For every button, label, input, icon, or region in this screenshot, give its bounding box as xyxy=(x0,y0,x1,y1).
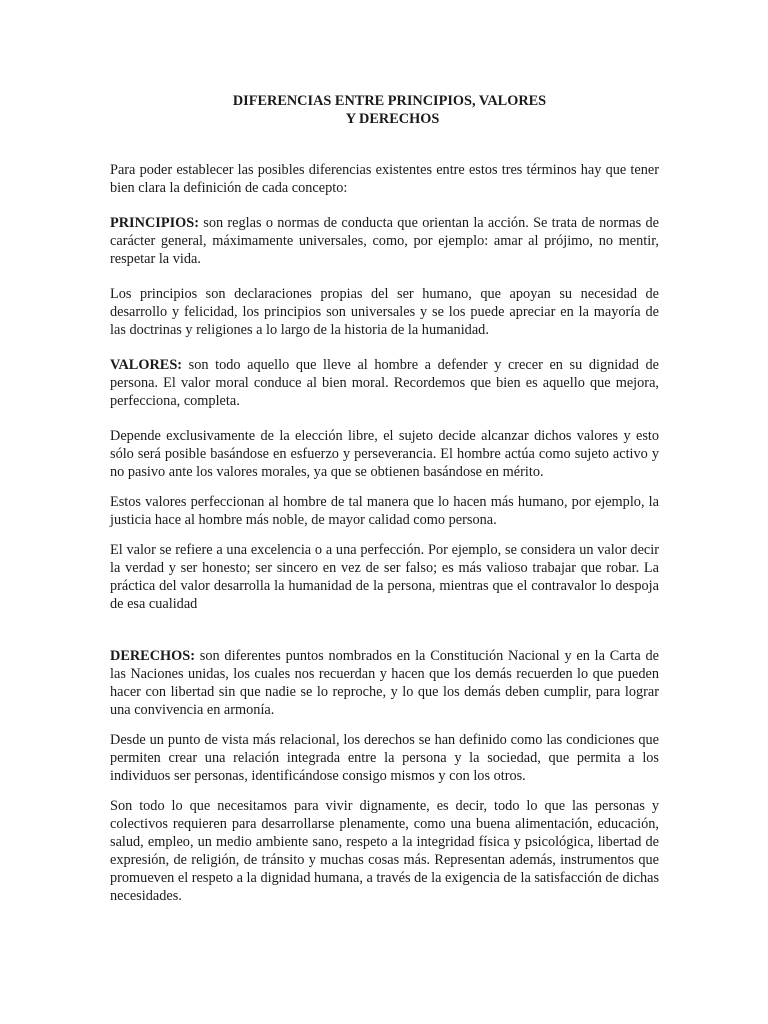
principios-paragraph-2: Los principios son declaraciones propias del ser humano, que apoyan su necesidad de desarrollo y felicidad, los principios son universales y se los puede apreciar en la mayoría de las doctrinas y religiones a lo largo de la historia de la humanidad. xyxy=(110,286,659,338)
derechos-paragraph-3: Son todo lo que necesitamos para vivir dignamente, es decir, todo lo que las personas y colectivos requieren para desarrollarse plenamente, como una buena alimentación, educación, salud, empleo, un medio ambiente sano, respeto a la integridad física y psicológica, libertad de expresión, de religión, de tránsito y muchas cosas más. Representan además, instrumentos que promueven el respeto a la dignidad humana, a través de la exigencia de la satisfacción de dichas necesidades. xyxy=(110,798,660,904)
principios-paragraph xyxy=(110,214,659,268)
document-page xyxy=(110,92,659,905)
derechos-paragraph-2: Desde un punto de vista más relacional, los derechos se han definido como las condiciones que permiten crear una relación integrada entre la persona y la sociedad, que permita a los individuos ser personas, identificándose consigo mismos y con los otros. xyxy=(110,732,659,784)
principios-definition: son reglas o normas de conducta que orientan la acción. Se trata de normas de carácter general, máximamente universales, como, por ejemplo: amar al prójimo, no mentir, respetar la vida. xyxy=(110,215,659,267)
title-line-2: Y DERECHOS xyxy=(345,111,440,127)
document-title xyxy=(110,92,659,128)
valores-paragraph xyxy=(110,356,659,410)
principios-term: PRINCIPIOS: xyxy=(110,215,199,231)
valores-paragraph-2: Depende exclusivamente de la elección libre, el sujeto decide alcanzar dichos valores y esto sólo será posible basándose en esfuerzo y perseverancia. El hombre actúa como sujeto activo y no pasivo ante los valores morales, ya que se obtienen basándose en mérito. xyxy=(110,428,659,480)
valores-paragraph-4: El valor se refiere a una excelencia o a una perfección. Por ejemplo, se considera un valor decir la verdad y ser honesto; ser sincero en vez de ser falso; es más valioso trabajar que robar. La práctica del valor desarrolla la humanidad de la persona, mientras que el contravalor lo despoja de esa cualidad xyxy=(110,542,659,612)
derechos-paragraph xyxy=(110,647,659,719)
derechos-definition: son diferentes puntos nombrados en la Constitución Nacional y en la Carta de las Naciones unidas, los cuales nos recuerdan y hacen que los demás recuerden lo que pueden hacer con libertad sin que nadie se lo reproche, y lo que los demás deben cumplir, para lograr una convivencia en armonía. xyxy=(110,648,659,718)
valores-definition: son todo aquello que lleve al hombre a defender y crecer en su dignidad de persona. El valor moral conduce al bien moral. Recordemos que bien es aquello que mejora, perfecciona, completa. xyxy=(110,357,659,409)
intro-paragraph: Para poder establecer las posibles diferencias existentes entre estos tres términos hay que tener bien clara la definición de cada concepto: xyxy=(110,162,659,196)
title-line-1: DIFERENCIAS ENTRE PRINCIPIOS, VALORES xyxy=(232,93,547,109)
valores-paragraph-3: Estos valores perfeccionan al hombre de tal manera que lo hacen más humano, por ejemplo, la justicia hace al hombre más noble, de mayor calidad como persona. xyxy=(110,494,659,528)
derechos-term: DERECHOS: xyxy=(110,648,195,664)
valores-term: VALORES: xyxy=(110,357,183,373)
